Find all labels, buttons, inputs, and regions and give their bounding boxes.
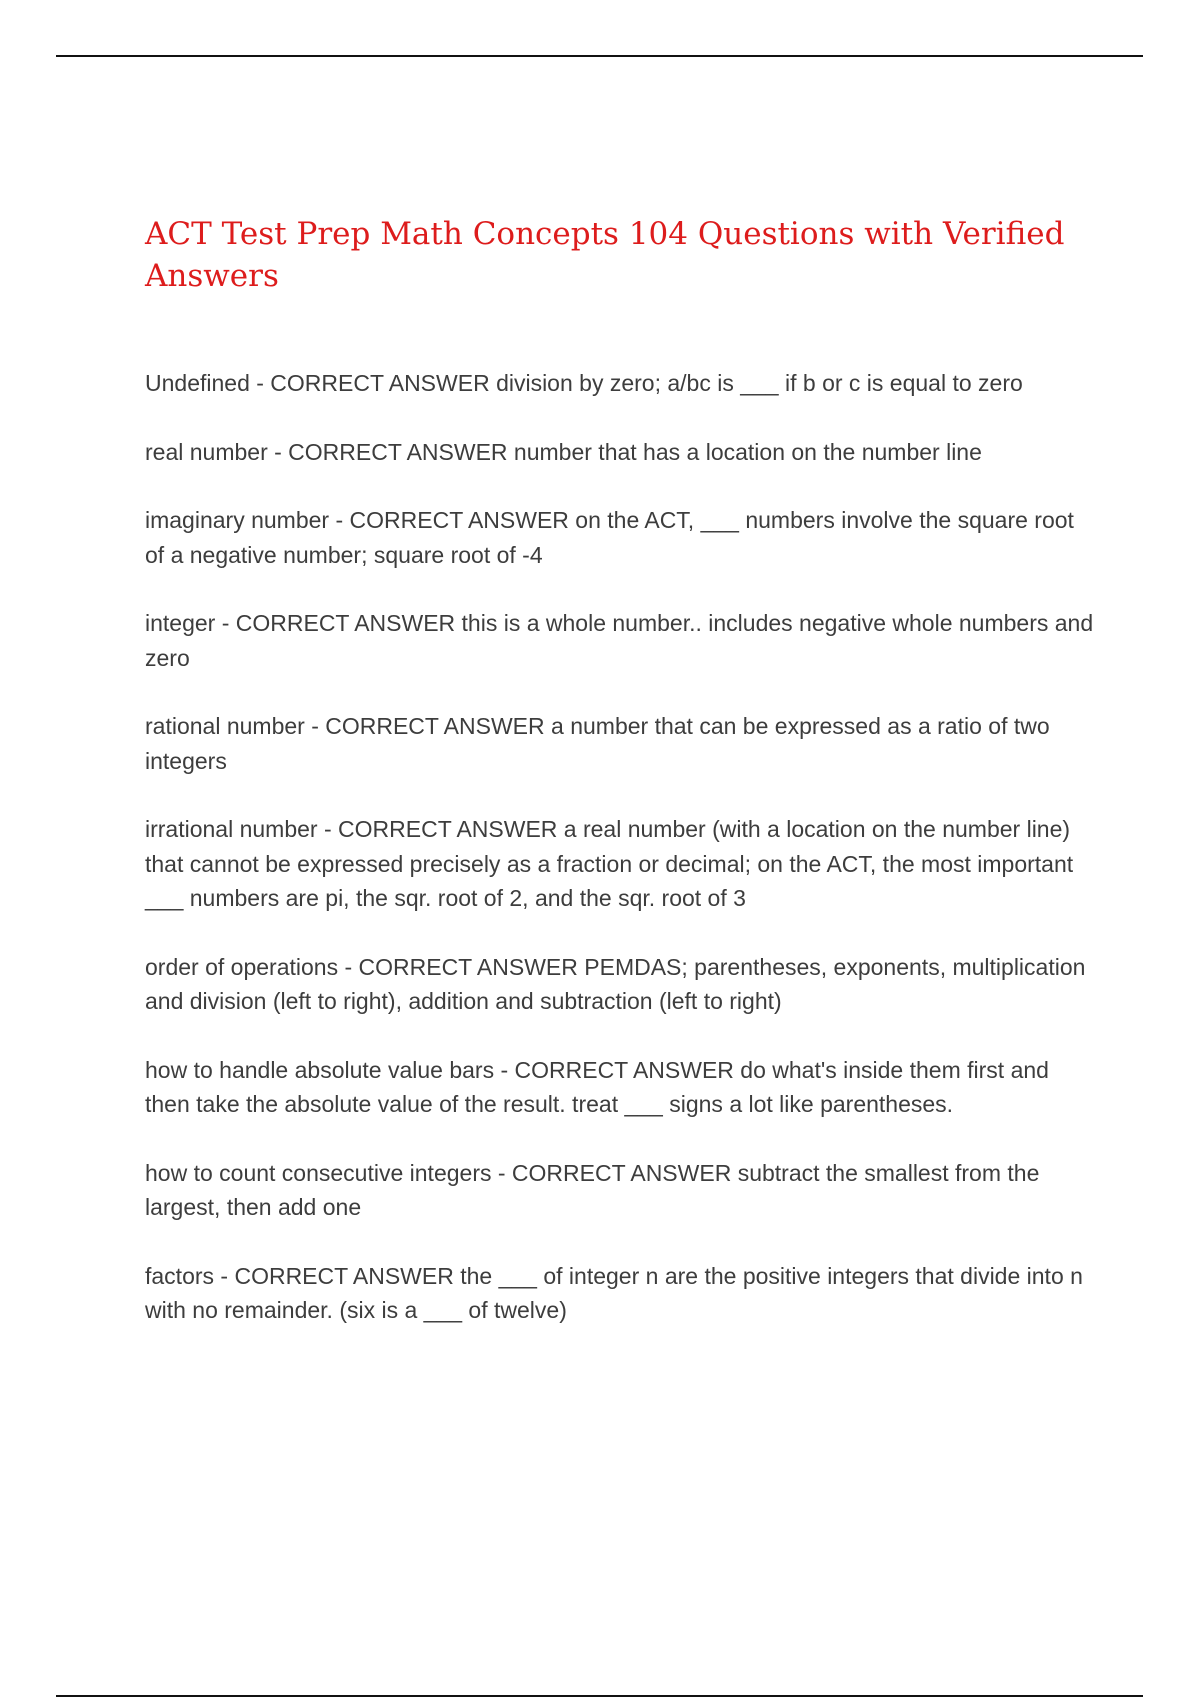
qa-item: Undefined - CORRECT ANSWER division by zero; a/bc is ___ if b or c is equal to zero	[145, 370, 1023, 396]
footer-rule	[56, 1695, 1143, 1697]
qa-list	[145, 366, 1095, 1362]
qa-item: irrational number - CORRECT ANSWER a real number (with a location on the number line) that cannot be expressed precisely as a fraction or decimal; on the ACT, the most important ___ numbers are pi, the sqr. root of 2, and the sqr. root of 3	[145, 816, 1074, 911]
qa-item: integer - CORRECT ANSWER this is a whole number.. includes negative whole numbers and zero	[145, 610, 1094, 671]
qa-item: order of operations - CORRECT ANSWER PEMDAS; parentheses, exponents, multiplication and division (left to right), addition and subtraction (left to right)	[145, 953, 1086, 1014]
document-title: ACT Test Prep Math Concepts 104 Questions with Verified Answers	[145, 216, 1065, 294]
qa-item: real number - CORRECT ANSWER number that has a location on the number line	[145, 438, 982, 465]
qa-item: how to count consecutive integers - CORRECT ANSWER subtract the smallest from the largest, then add one	[145, 1159, 1040, 1220]
qa-item: imaginary number - CORRECT ANSWER on the ACT, ___ numbers involve the square root of a negative number; square root of -4	[145, 507, 1074, 568]
header-rule	[56, 55, 1143, 57]
qa-item: how to handle absolute value bars - CORRECT ANSWER do what's inside them first and then take the absolute value of the result. treat ___ signs a lot like parentheses.	[145, 1056, 1049, 1117]
qa-item: rational number - CORRECT ANSWER a number that can be expressed as a ratio of two integers	[145, 713, 1050, 774]
qa-item: factors - CORRECT ANSWER the ___ of integer n are the positive integers that divide into n with no remainder. (six is a ___ of twelve)	[145, 1262, 1083, 1323]
